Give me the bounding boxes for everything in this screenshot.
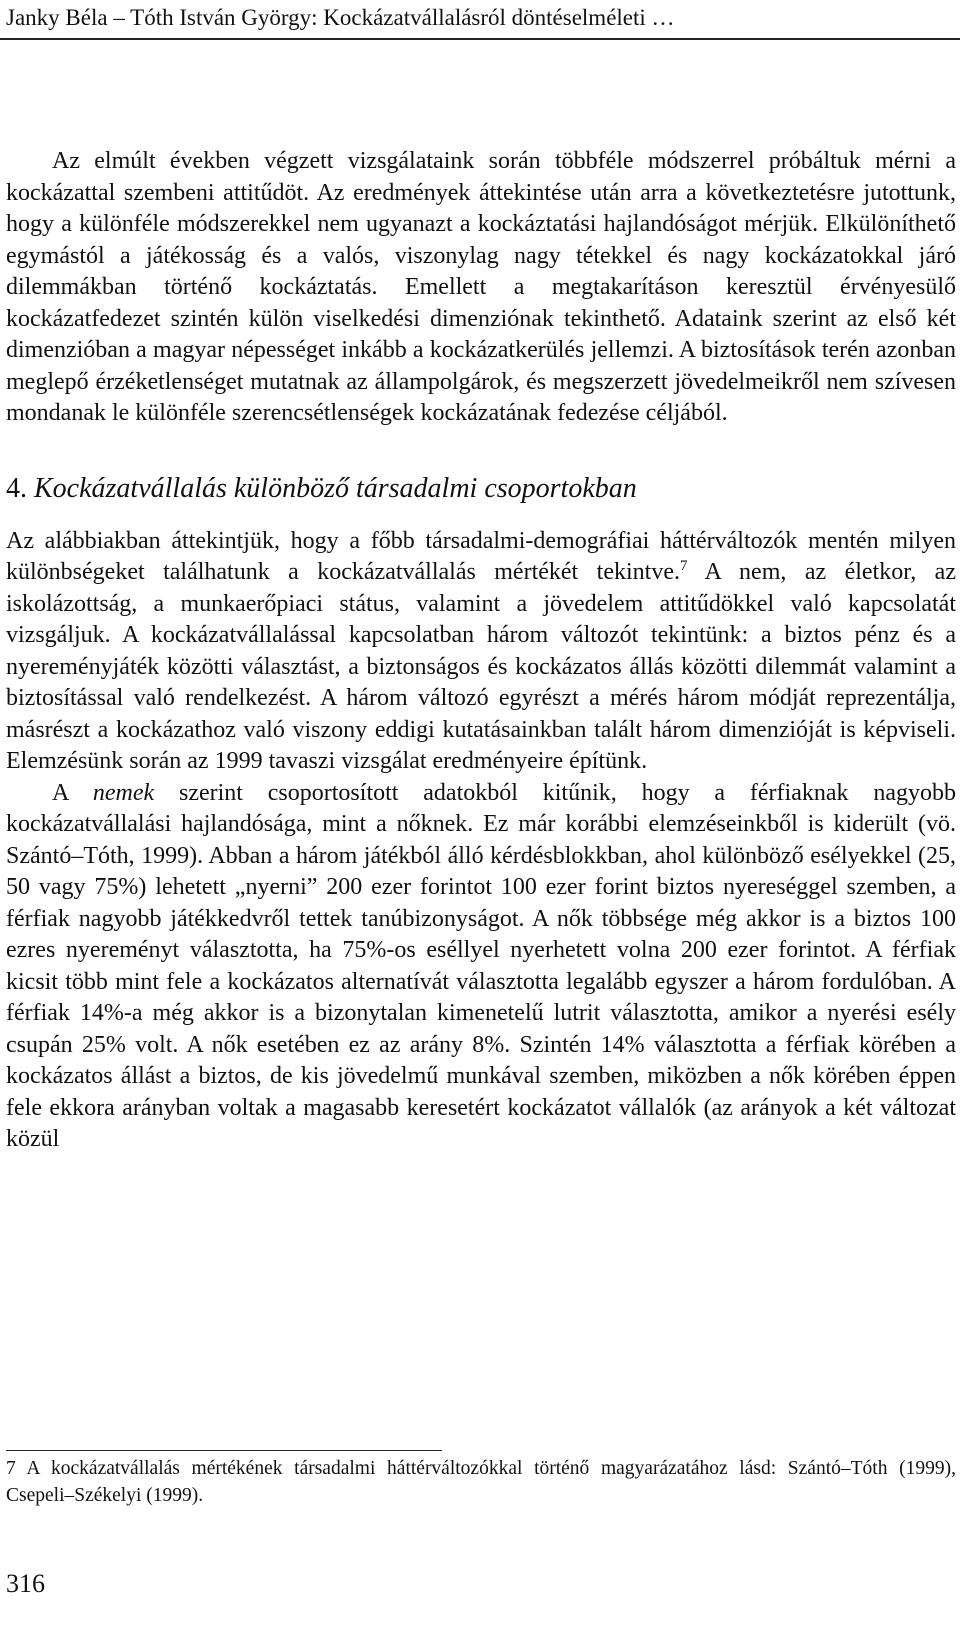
footnote-rule bbox=[6, 1450, 442, 1451]
page-number: 316 bbox=[6, 1569, 45, 1598]
paragraph-3-italic: nemek bbox=[92, 779, 155, 806]
paragraph-1: Az elmúlt években végzett vizsgálataink során többféle módszerrel próbáltuk mérni a kockázattal szembeni attitűdöt. Az eredmények áttekintése után arra a következtetésre jutottunk, hogy a különféle módszerekkel nem ugyanazt a kockáztatási hajlandóságot mérjük. Elkülöníthető egymástól a játékosság és a valós, viszonylag nagy tétekkel és nagy kockázatokkal járó dilemmákban történő kockáztatás. Emellett a megtakarításon keresztül érvényesülő kockázatfedezet szintén külön viselkedési dimenziónak tekinthető. Adataink szerint az első két dimenzióban a magyar népességet inkább a kockázatkerülés jellemzi. A biztosítások terén azonban meglepő érzéketlenséget mutatnak az állampolgárok, és megszerzett jövedelmeikről nem szívesen mondanak le különféle szerencsétlenségek kockázatának fedezése céljából. bbox=[6, 148, 956, 426]
section-number: 4. bbox=[6, 472, 27, 504]
main-content bbox=[6, 146, 956, 1156]
section-title: Kockázatvállalás különböző társadalmi csoportokban bbox=[34, 472, 637, 504]
paragraph-3-part-b: szerint csoportosított adatokból kitűnik, hogy a férfiaknak nagyobb kockázatvállalási hajlandósága, mint a nőknek. Ez már korábbi elemzéseinkből is kiderült (vö. Szántó–Tóth, 1999). Abban a három játékból álló kérdésblokkban, ahol különböző esélyekkel (25, 50 vagy 75%) lehetett „nyerni” 200 ezer forintot 100 ezer forint biztos nyereséggel szemben, a férfiak nagyobb játékkedvről tettek tanúbizonyságot. A nők többsége még akkor is a biztos 100 ezres nyereményt választotta, ha 75%-os eséllyel nyerhetett volna 200 ezer forintot. A férfiak kicsit több mint fele a kockázatos alternatívát választotta legalább egyszer a három fordulóban. A férfiak 14%-a még akkor is a bizonytalan kimenetelű lutrit választotta, amikor a nyerési esély csupán 25% volt. A nők esetében ez az arány 8%. Szintén 14% választotta a férfiak körében a kockázatos állást a biztos, de kis jövedelmű munkával szemben, miközben a nők körében éppen fele ekkora arányban voltak a magasabb keresetért kockázatot vállalók (az arányok a két változat közül bbox=[6, 779, 956, 1152]
section-heading bbox=[6, 472, 956, 506]
footnote: 7 A kockázatvállalás mértékének társadalmi háttérváltozókkal történő magyarázatához lásd: Szántó–Tóth (1999), Csepeli–Székelyi (1999). bbox=[6, 1458, 956, 1506]
paragraph-3-part-a: A bbox=[52, 779, 93, 806]
paragraph-2-part-a: Az alábbiakban áttekintjük, hogy a főbb társadalmi-demográfiai háttérváltozók mentén milyen különbségeket találhatunk a kockázatvállalás mértékét tekintve. bbox=[6, 527, 956, 585]
paragraph-2 bbox=[6, 526, 956, 778]
header-rule bbox=[0, 38, 960, 40]
footnote-reference[interactable]: 7 bbox=[679, 558, 688, 574]
running-header: Janky Béla – Tóth István György: Kockázatvállalásról döntéselméleti … bbox=[6, 5, 675, 30]
paragraph-2-part-b: A nem, az életkor, az iskolázottság, a munkaerőpiaci státus, valamint a jövedelem attitűdökkel való kapcsolatát vizsgáljuk. A kockázatvállalással kapcsolatban három változót tekintünk: a biztos pénz és a nyereményjáték közötti választást, a biztonságos és kockázatos állás közötti dilemmát valamint a biztosítással való rendelkezést. A három változó egyrészt a mérés három módját reprezentálja, másrészt a kockázathoz való viszony eddigi kutatásainkban talált három dimenzióját is képviseli. Elemzésünk során az 1999 tavaszi vizsgálat eredményeire építünk. bbox=[6, 559, 956, 774]
paragraph-3 bbox=[6, 778, 956, 1156]
